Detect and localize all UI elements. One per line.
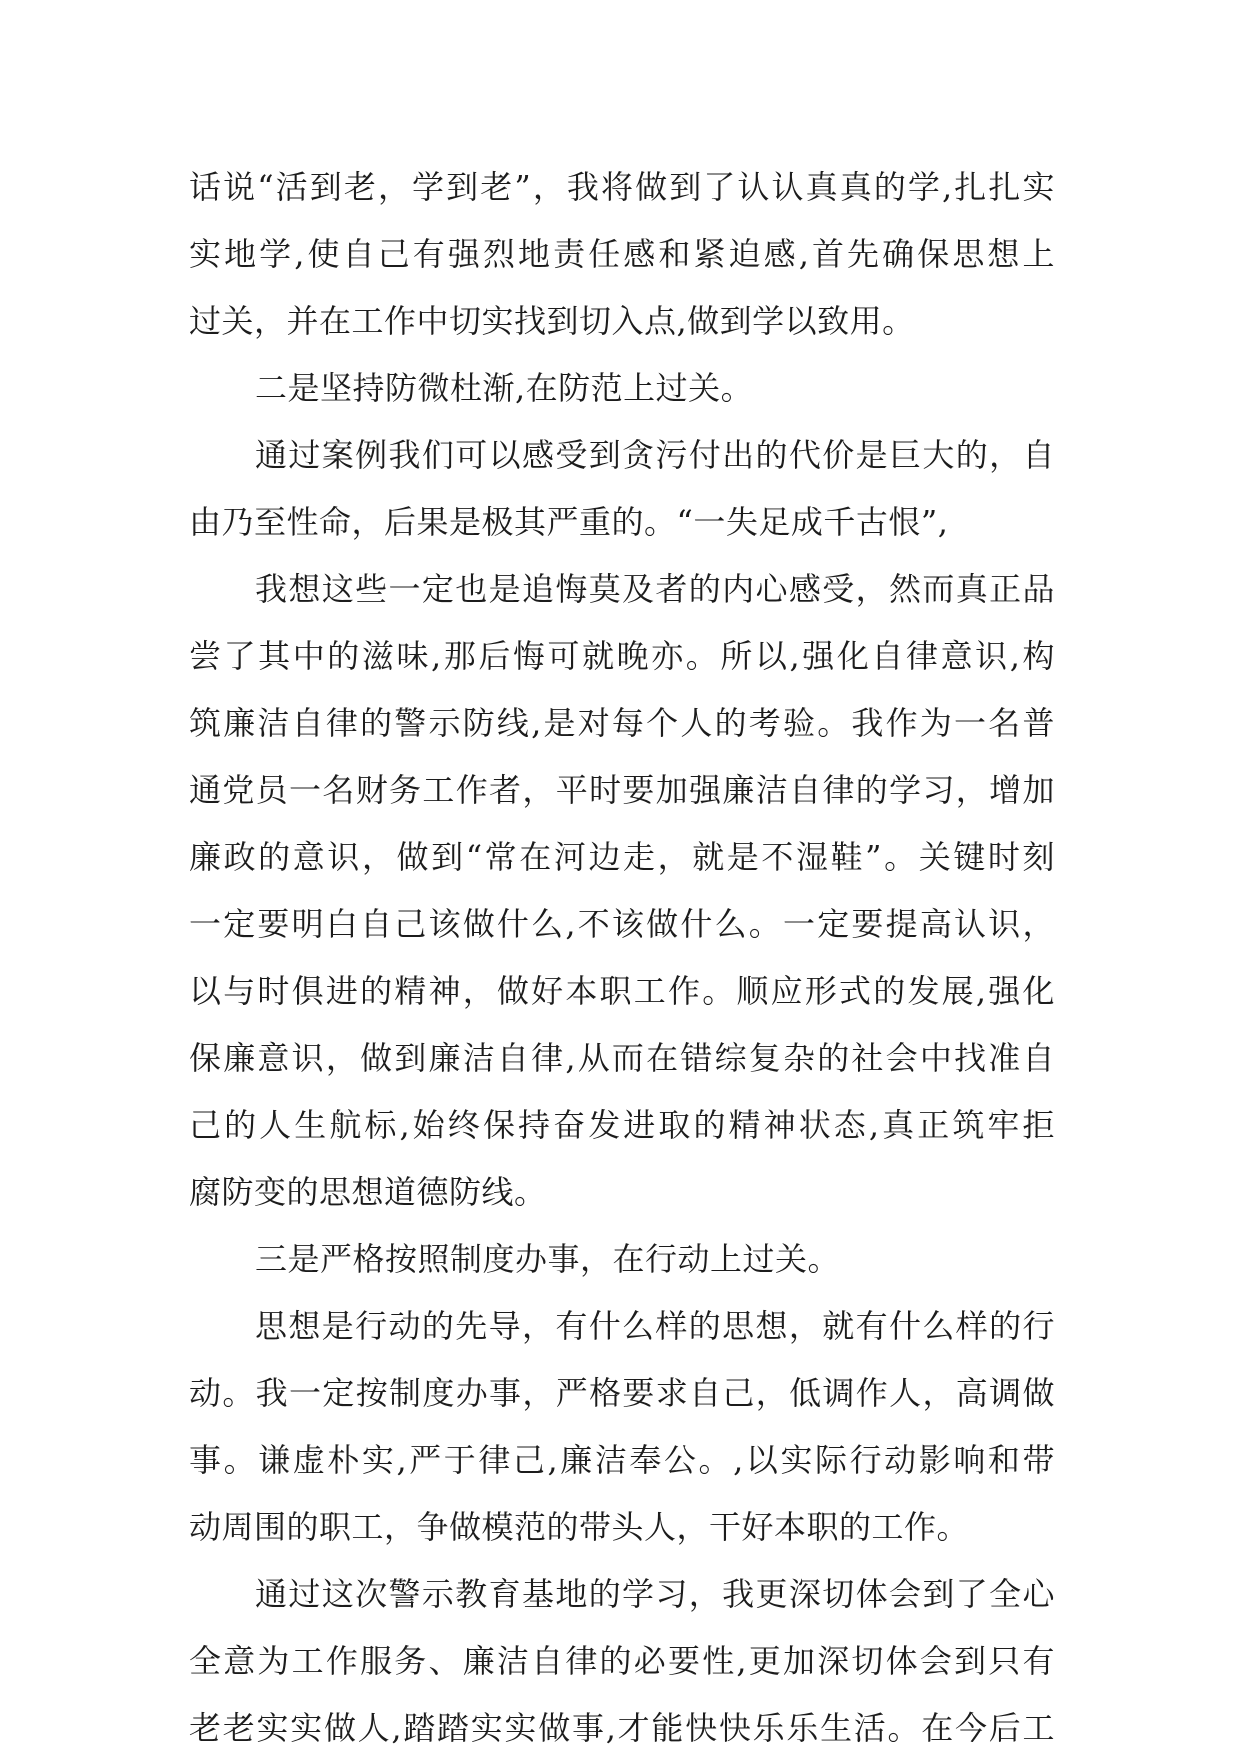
text-line: 己的人生航标,始终保持奋发进取的精神状态,真正筑牢拒	[189, 1106, 1055, 1144]
section-heading: 二是坚持防微杜渐,在防范上过关。	[255, 369, 754, 407]
text-line: 由乃至性命，后果是极其严重的。“一失足成千古恨”,	[189, 503, 949, 541]
text-line: 动周围的职工，争做模范的带头人，干好本职的工作。	[189, 1508, 970, 1546]
text-line: 筑廉洁自律的警示防线,是对每个人的考验。我作为一名普	[189, 704, 1055, 742]
text-line: 通过案例我们可以感受到贪污付出的代价是巨大的，自	[255, 436, 1055, 474]
text-line: 动。我一定按制度办事，严格要求自己，低调作人，高调做	[189, 1374, 1055, 1412]
text-line: 事。谦虚朴实,严于律己,廉洁奉公。,以实际行动影响和带	[189, 1441, 1055, 1479]
text-line: 老老实实做人,踏踏实实做事,才能快快乐乐生活。在今后工	[189, 1709, 1055, 1747]
text-line: 通过这次警示教育基地的学习，我更深切体会到了全心	[255, 1575, 1055, 1613]
text-line: 腐防变的思想道德防线。	[189, 1173, 547, 1211]
text-line: 实地学,使自己有强烈地责任感和紧迫感,首先确保思想上	[189, 235, 1055, 273]
text-line: 过关，并在工作中切实找到切入点,做到学以致用。	[189, 302, 915, 340]
text-line: 通党员一名财务工作者，平时要加强廉洁自律的学习，增加	[189, 771, 1055, 809]
text-line: 话说“活到老，学到老”，我将做到了认认真真的学,扎扎实	[189, 168, 1055, 206]
text-line: 保廉意识，做到廉洁自律,从而在错综复杂的社会中找准自	[189, 1039, 1055, 1077]
document-body	[189, 154, 1055, 1762]
text-line: 我想这些一定也是追悔莫及者的内心感受，然而真正品	[255, 570, 1055, 608]
text-line: 全意为工作服务、廉洁自律的必要性,更加深切体会到只有	[189, 1642, 1055, 1680]
text-line: 思想是行动的先导，有什么样的思想，就有什么样的行	[255, 1307, 1055, 1345]
text-line: 一定要明白自己该做什么,不该做什么。一定要提高认识，	[189, 905, 1055, 943]
text-line: 以与时俱进的精神，做好本职工作。顺应形式的发展,强化	[189, 972, 1055, 1010]
text-line: 尝了其中的滋味,那后悔可就晚亦。所以,强化自律意识,构	[189, 637, 1055, 675]
section-heading: 三是严格按照制度办事，在行动上过关。	[255, 1240, 841, 1278]
text-line: 廉政的意识，做到“常在河边走，就是不湿鞋”。关键时刻	[189, 838, 1055, 876]
